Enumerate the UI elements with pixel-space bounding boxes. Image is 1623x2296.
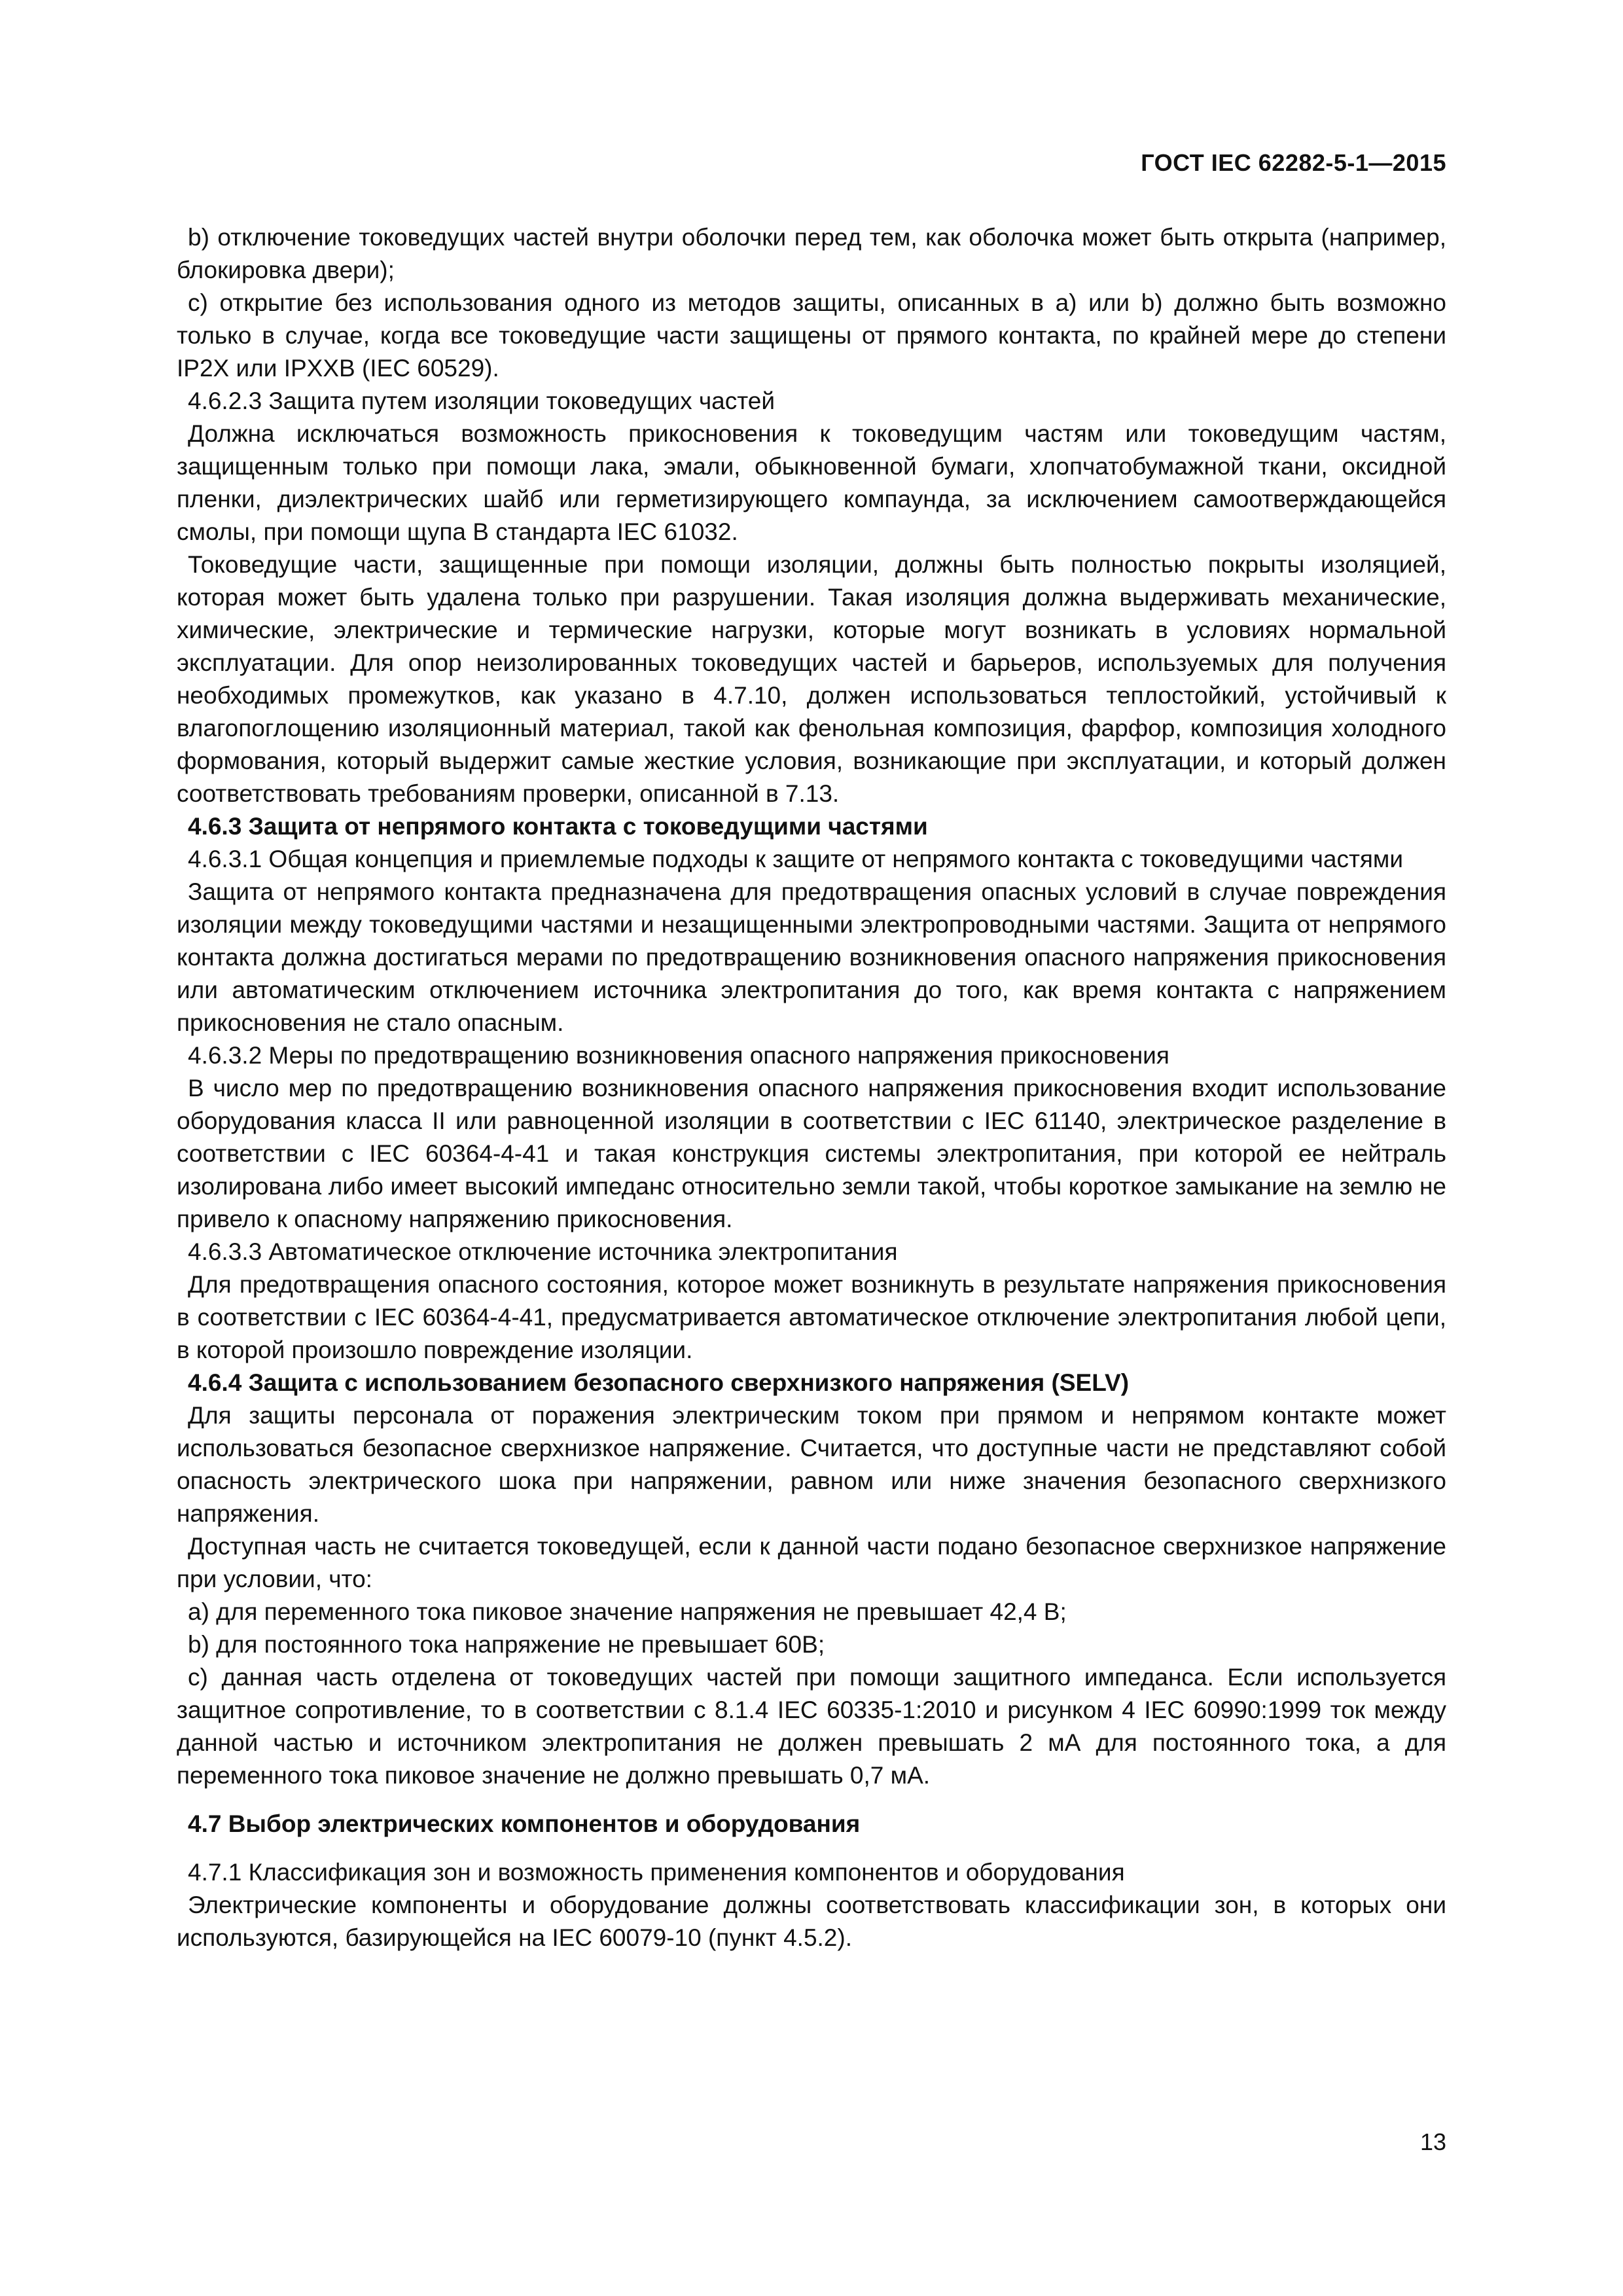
section-4-7-heading: 4.7 Выбор электрических компонентов и оборудования: [188, 1810, 861, 1837]
clause-4-6-3-1-paragraph: Защита от непрямого контакта предназначена для предотвращения опасных условий в случае повреждения изоляции между токоведущими частями и незащищенными электропроводными частями. Защита от непрямого контакта должна достигаться мерами по предотвращению возникновения опасного напряжения прикосновения или автоматическим отключением источника электропитания до того, как время контакта с напряжением прикосновения не стало опасным.: [177, 878, 1446, 1036]
clause-4-6-3-1-title: 4.6.3.1 Общая концепция и приемлемые подходы к защите от непрямого контакта с токоведущими частями: [188, 846, 1404, 872]
document-code-header: ГОСТ IEC 62282-5-1—2015: [1141, 149, 1446, 176]
list-item-a-ac-voltage: a) для переменного тока пиковое значение напряжения не превышает 42,4 В;: [188, 1598, 1067, 1625]
clause-4-6-2-3-title: 4.6.2.3 Защита путем изоляции токоведущих частей: [188, 387, 776, 414]
list-item-b-dc-voltage: b) для постоянного тока напряжение не превышает 60В;: [188, 1631, 825, 1658]
clause-4-6-3-3-paragraph: Для предотвращения опасного состояния, которое может возникнуть в результате напряжения прикосновения в соответствии с IEC 60364-4-41, предусматривается автоматическое отключение электропитания любой цепи, в которой произошло повреждение изоляции.: [177, 1271, 1446, 1363]
clause-4-6-3-2-title: 4.6.3.2 Меры по предотвращению возникновения опасного напряжения прикосновения: [188, 1042, 1169, 1069]
clause-4-6-3-3-title: 4.6.3.3 Автоматическое отключение источника электропитания: [188, 1238, 898, 1265]
list-item-c-opening: c) открытие без использования одного из методов защиты, описанных в a) или b) должно быть возможно только в случае, когда все токоведущие части защищены от прямого контакта, по крайней мере до степени IP2X или IPXXB (IEC 60529).: [177, 289, 1446, 382]
document-body: [177, 221, 1446, 1954]
section-4-6-4-paragraph-2: Доступная часть не считается токоведущей, если к данной части подано безопасное сверхнизкое напряжение при условии, что:: [177, 1533, 1446, 1592]
clause-4-6-3-2-paragraph: В число мер по предотвращению возникновения опасного напряжения прикосновения входит использование оборудования класса II или равноценной изоляции в соответствии с IEC 61140, электрическое разделение в соответствии с IEC 60364-4-41 и такая конструкция системы электропитания, при которой ее нейтраль изолирована либо имеет высокий импеданс относительно земли такой, чтобы короткое замыкание на землю не привело к опасному напряжению прикосновения.: [177, 1075, 1446, 1232]
section-4-6-4-paragraph-1: Для защиты персонала от поражения электрическим током при прямом и непрямом контакте может использоваться безопасное сверхнизкое напряжение. Считается, что доступные части не представляют собой опасность электрического шока при напряжении, равном или ниже значения безопасного сверхнизкого напряжения.: [177, 1402, 1446, 1527]
clause-4-6-2-3-paragraph-1: Должна исключаться возможность прикосновения к токоведущим частям или токоведущим частям, защищенным только при помощи лака, эмали, обыкновенной бумаги, хлопчатобумажной ткани, оксидной пленки, диэлектрических шайб или герметизирующего компаунда, за исключением самоотверждающейся смолы, при помощи щупа В стандарта IEC 61032.: [177, 420, 1446, 545]
section-4-6-3-heading: 4.6.3 Защита от непрямого контакта с токоведущими частями: [188, 813, 928, 840]
page-number: 13: [1419, 2128, 1446, 2155]
list-item-c-impedance: c) данная часть отделена от токоведущих частей при помощи защитного импеданса. Если используется защитное сопротивление, то в соответствии с 8.1.4 IEC 60335-1:2010 и рисунком 4 IEC 60990:1999 ток между данной частью и источником электропитания не должен превышать 2 мА для постоянного тока, а для переменного тока пиковое значение не должно превышать 0,7 мА.: [177, 1664, 1446, 1789]
clause-4-6-2-3-paragraph-2: Токоведущие части, защищенные при помощи изоляции, должны быть полностью покрыты изоляцией, которая может быть удалена только при разрушении. Такая изоляция должна выдерживать механические, химические, электрические и термические нагрузки, которые могут возникать в условиях нормальной эксплуатации. Для опор неизолированных токоведущих частей и барьеров, используемых для получения необходимых промежутков, как указано в 4.7.10, должен использоваться теплостойкий, устойчивый к влагопоглощению изоляционный материал, такой как фенольная композиция, фарфор, композиция холодного формования, который выдержит самые жесткие условия, возникающие при эксплуатации, и который должен соответствовать требованиям проверки, описанной в 7.13.: [177, 551, 1446, 807]
list-item-b-disconnect: b) отключение токоведущих частей внутри оболочки перед тем, как оболочка может быть открыта (например, блокировка двери);: [177, 224, 1446, 283]
clause-4-7-1-paragraph: Электрические компоненты и оборудование должны соответствовать классификации зон, в которых они используются, базирующейся на IEC 60079-10 (пункт 4.5.2).: [177, 1892, 1446, 1951]
section-4-6-4-heading: 4.6.4 Защита с использованием безопасного сверхнизкого напряжения (SELV): [188, 1369, 1130, 1396]
clause-4-7-1-title: 4.7.1 Классификация зон и возможность применения компонентов и оборудования: [188, 1859, 1125, 1886]
